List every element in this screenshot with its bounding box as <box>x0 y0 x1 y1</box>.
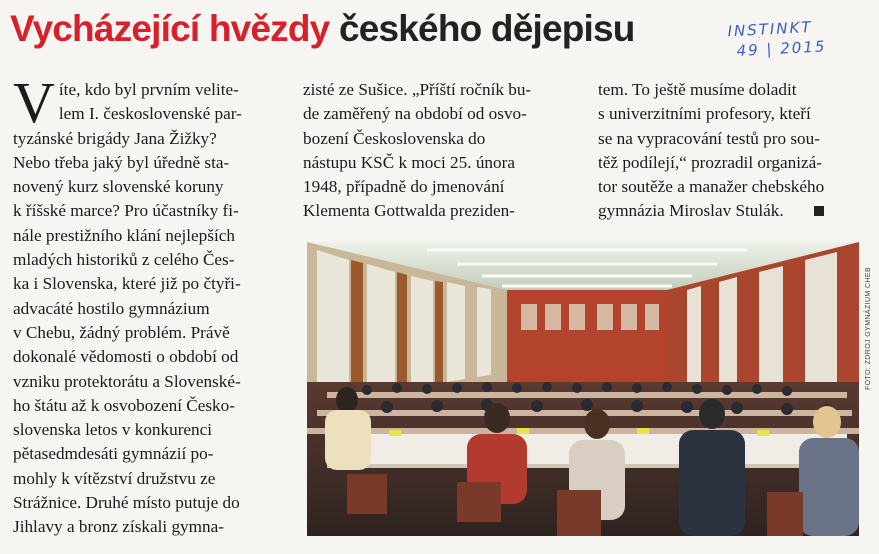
article-column-1 <box>13 70 293 540</box>
text-line: dokonalé vědomosti o období od <box>13 347 239 367</box>
text-line: tor soutěže a manažer chebského <box>598 177 825 197</box>
photo-credit: FOTO: ZDROJ GYMNÁZIUM CHEB <box>865 266 872 390</box>
text-line: bození Československa do <box>303 128 486 148</box>
text-line: gymnázia Miroslav Stulák. <box>598 199 868 223</box>
text-line: mladých historiků z celého Čes- <box>13 250 235 270</box>
headline-red-part: Vycházející hvězdy <box>10 8 330 49</box>
text-line: nástupu KSČ k moci 25. února <box>303 152 515 172</box>
text-line: Strážnice. Druhé místo putuje do <box>13 493 240 513</box>
text-line: těž podílejí,“ prozradil organizá- <box>598 152 822 172</box>
article-column-2 <box>303 78 593 224</box>
drop-cap: V <box>13 70 55 135</box>
text-line: nále prestižního klání nejlepších <box>13 225 235 245</box>
text-line: de zaměřený na období od osvo- <box>303 104 527 124</box>
text-line: slovenska letos v konkurenci <box>13 420 213 440</box>
text-line: Nebo třeba jaký byl úředně sta- <box>13 152 230 172</box>
text-line: v Chebu, žádný problém. Právě <box>13 322 230 342</box>
headline <box>10 4 700 54</box>
text-line: Jihlavy a bronz získali gymna- <box>13 517 224 537</box>
end-of-article-mark <box>814 206 824 216</box>
auditorium-illustration <box>307 242 859 536</box>
text-line: íte, kdo byl prvním velite- <box>58 80 239 99</box>
text-line: novený kurz slovenské koruny <box>13 177 224 197</box>
text-line: tyzánské brigády Jana Žižky? <box>13 128 217 148</box>
handwritten-stamp <box>727 15 859 62</box>
text-line: vzniku protektorátu a Slovenské- <box>13 371 241 391</box>
headline-dark-part: českého dějepisu <box>338 8 635 49</box>
text-line: advacáté hostilo gymnázium <box>13 298 210 318</box>
auditorium-photo <box>307 242 859 536</box>
text-line: zisté ze Sušice. „Příští ročník bu- <box>303 80 532 99</box>
text-line: Klementa Gottwalda preziden- <box>303 201 515 221</box>
article-column-3 <box>598 78 868 224</box>
text-line: 1948, případně do jmenování <box>303 177 505 197</box>
stamp-line-1: INSTINKT <box>727 17 813 41</box>
text-line: lem I. československé par- <box>58 104 242 124</box>
text-line: se na vypracování testů pro sou- <box>598 128 820 148</box>
text-line: ho štátu až k osvobození Česko- <box>13 395 235 415</box>
text-line: k říšské marce? Pro účastníky fi- <box>13 201 239 221</box>
stamp-line-2: 49 | 2015 <box>736 37 827 60</box>
text-line: pětasedmdesáti gymnázií po- <box>13 444 214 464</box>
text-line: s univerzitními profesory, kteří <box>598 104 811 124</box>
text-line: mohly k vítězství družstvu ze <box>13 468 216 488</box>
text-line: ka i Slovenska, které již po čtyři- <box>13 274 241 294</box>
text-line: tem. To ještě musíme doladit <box>598 80 797 99</box>
